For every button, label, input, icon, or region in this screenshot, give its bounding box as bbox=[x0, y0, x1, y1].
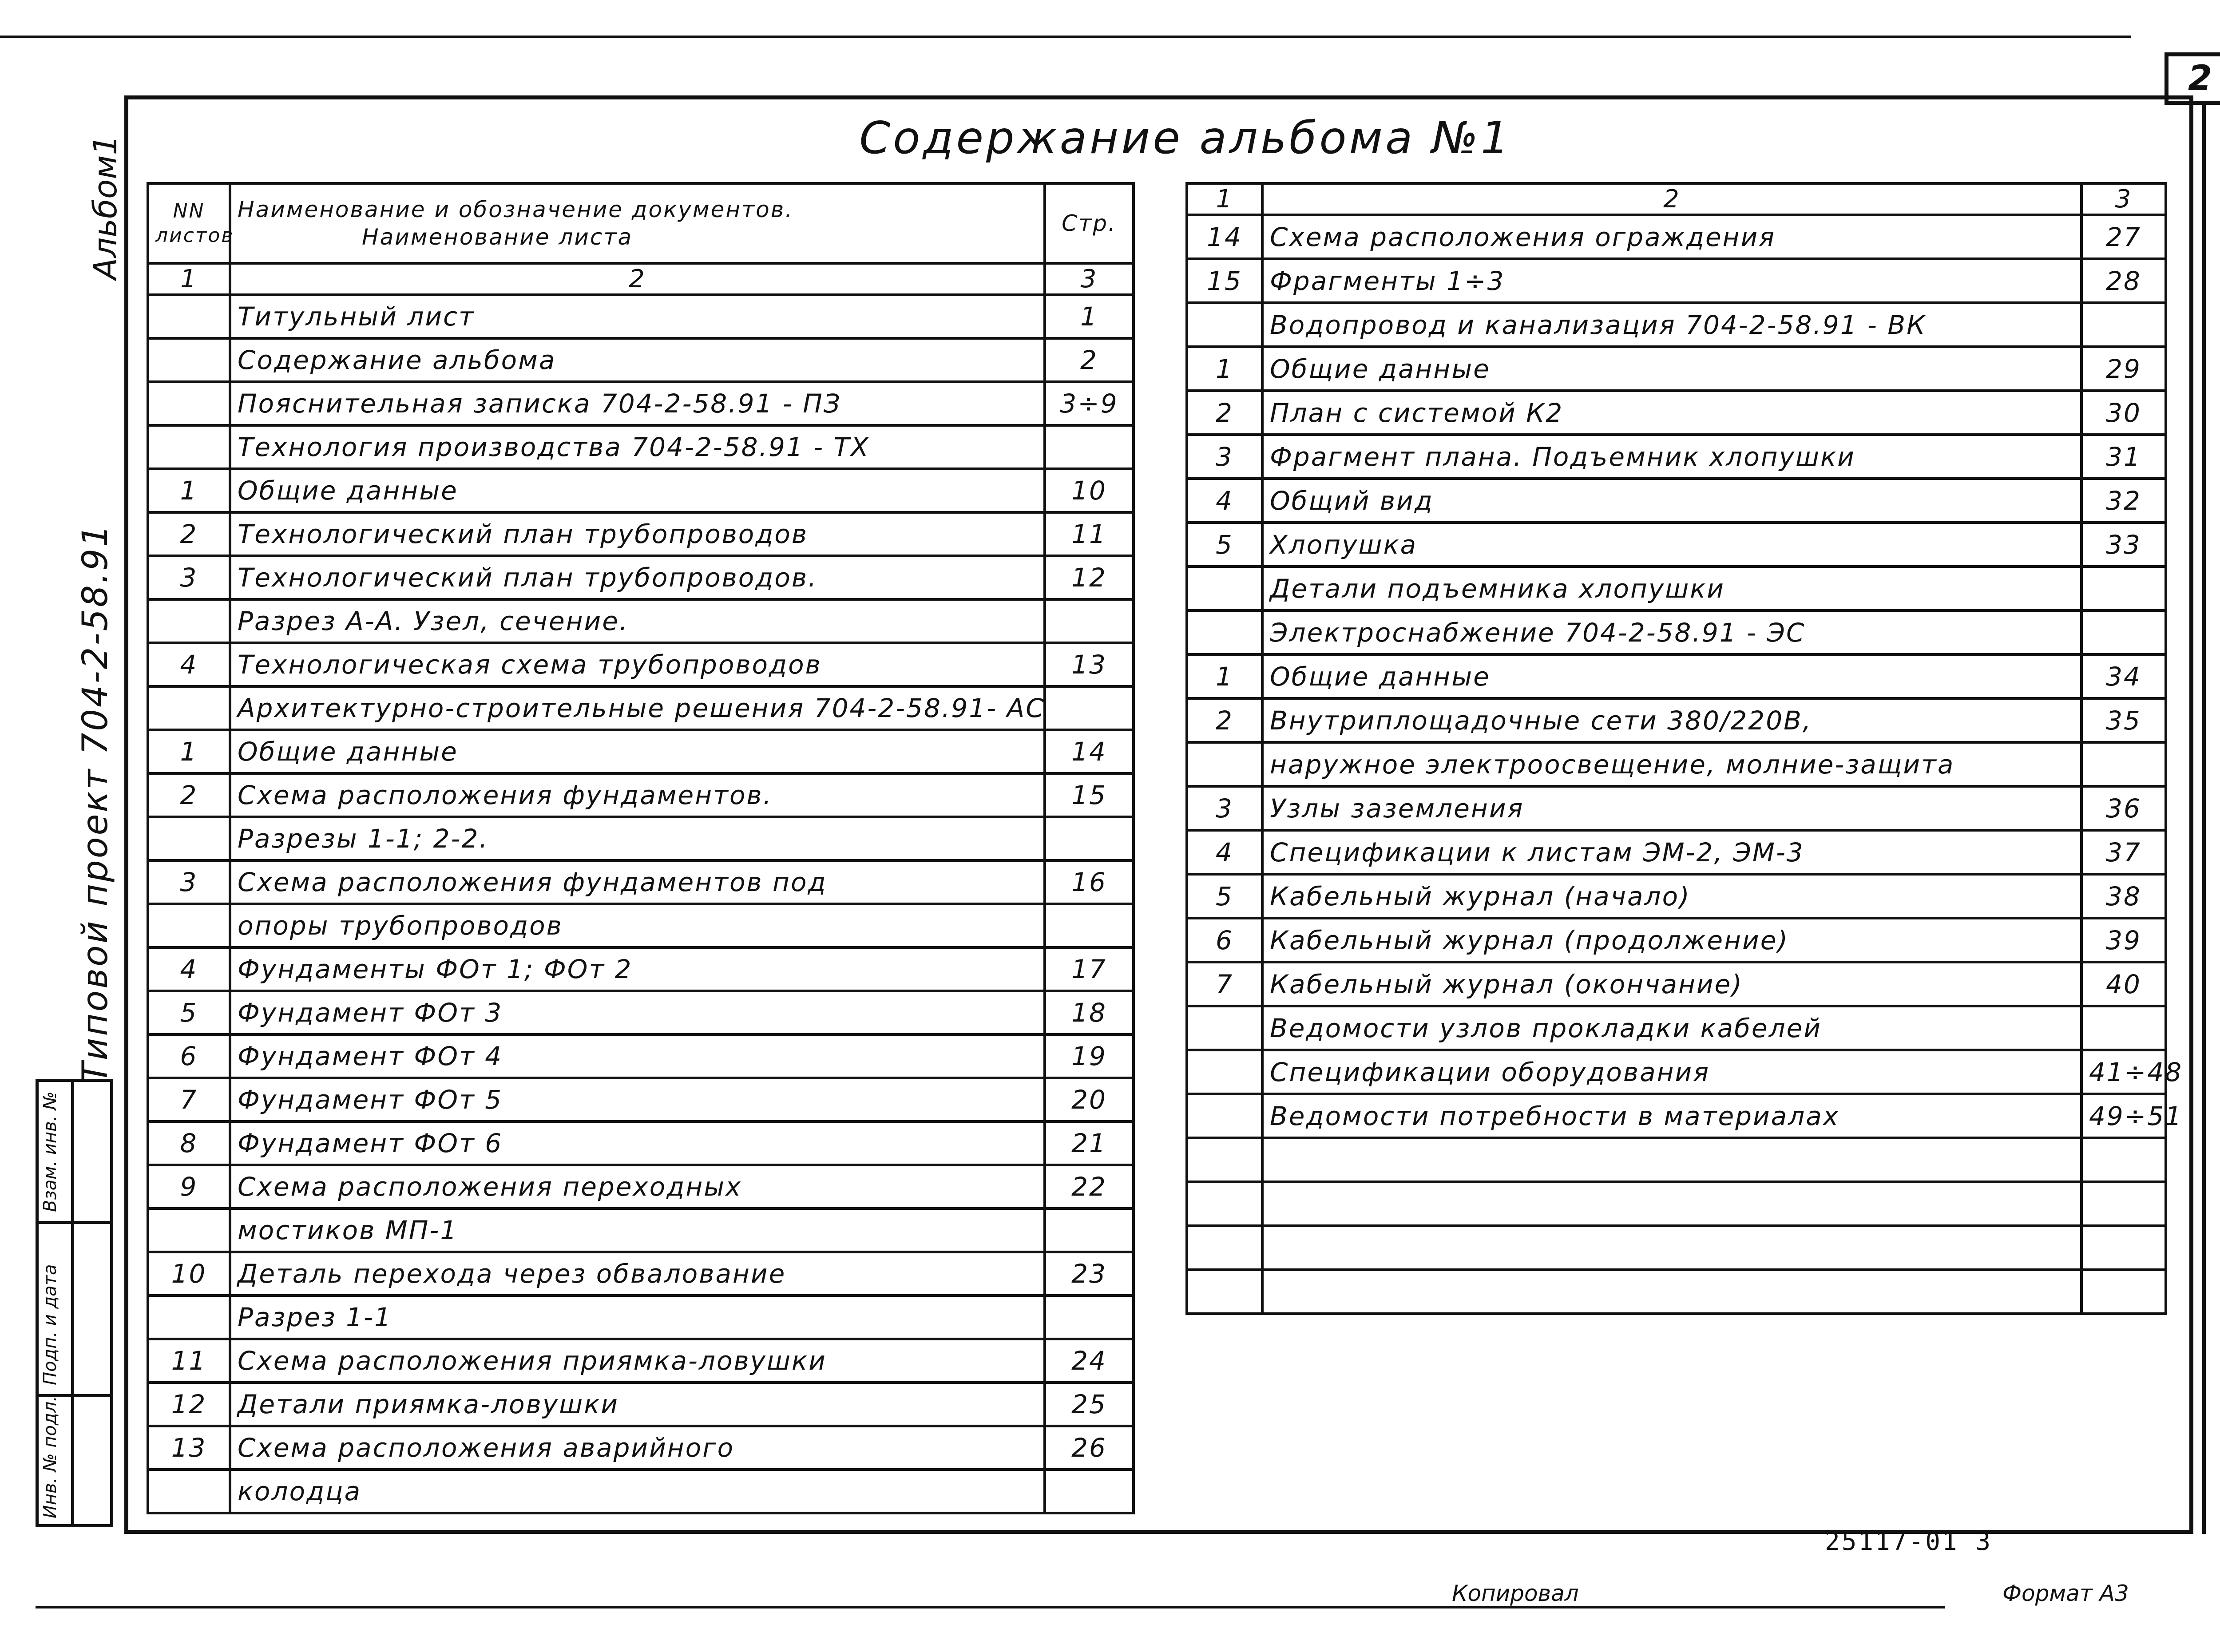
row-title: Схема расположения фундаментов. bbox=[230, 773, 1045, 817]
row-page: 28 bbox=[2081, 259, 2166, 303]
row-title: Электроснабжение 704-2-58.91 - ЭС bbox=[1262, 610, 2081, 654]
right-frame-edge bbox=[2202, 102, 2206, 1534]
page-number-box bbox=[2164, 52, 2220, 105]
row-page: 12 bbox=[1045, 556, 1134, 599]
table-row bbox=[148, 469, 1134, 512]
table-row bbox=[1187, 1182, 2166, 1226]
table-row bbox=[148, 512, 1134, 556]
table-row bbox=[148, 1034, 1134, 1078]
row-title: Ведомости потребности в материалах bbox=[1262, 1094, 2081, 1138]
row-page: 35 bbox=[2081, 698, 2166, 742]
row-page: 24 bbox=[1045, 1339, 1134, 1383]
row-number bbox=[148, 599, 230, 643]
row-page bbox=[2081, 742, 2166, 786]
row-title: Технологический план трубопроводов bbox=[230, 512, 1045, 556]
row-number bbox=[1187, 1182, 1262, 1226]
album-label: Альбом1 bbox=[87, 135, 124, 280]
row-page: 10 bbox=[1045, 469, 1134, 512]
index-cell: 2 bbox=[230, 263, 1045, 295]
row-page: 18 bbox=[1045, 991, 1134, 1034]
row-title: Фундамент ФОт 6 bbox=[230, 1121, 1045, 1165]
table-row bbox=[1187, 259, 2166, 303]
row-number: 6 bbox=[148, 1034, 230, 1078]
row-number bbox=[1187, 1138, 1262, 1182]
row-page: 15 bbox=[1045, 773, 1134, 817]
row-page: 17 bbox=[1045, 947, 1134, 991]
row-number: 5 bbox=[1187, 523, 1262, 567]
table-row bbox=[1187, 918, 2166, 962]
row-title: Кабельный журнал (окончание) bbox=[1262, 962, 2081, 1006]
row-title: Внутриплощадочные сети 380/220В, bbox=[1262, 698, 2081, 742]
row-title: Технологический план трубопроводов. bbox=[230, 556, 1045, 599]
row-page bbox=[1045, 1208, 1134, 1252]
table-row bbox=[148, 1252, 1134, 1295]
row-number: 1 bbox=[148, 730, 230, 773]
row-title bbox=[1262, 1226, 2081, 1270]
row-number bbox=[148, 817, 230, 860]
table-row bbox=[1187, 479, 2166, 523]
table-row bbox=[1187, 1138, 2166, 1182]
row-page bbox=[2081, 1138, 2166, 1182]
row-number bbox=[148, 1208, 230, 1252]
table-row bbox=[1187, 215, 2166, 259]
table-row bbox=[1187, 391, 2166, 435]
row-title: Фрагмент плана. Подъемник хлопушки bbox=[1262, 435, 2081, 479]
row-page bbox=[2081, 1182, 2166, 1226]
table-row bbox=[1187, 874, 2166, 918]
table-row bbox=[148, 1121, 1134, 1165]
row-number: 3 bbox=[1187, 435, 1262, 479]
row-page: 19 bbox=[1045, 1034, 1134, 1078]
row-number bbox=[1187, 742, 1262, 786]
header-line-2: Наименование листа bbox=[362, 224, 633, 250]
table-row bbox=[1187, 698, 2166, 742]
row-number: 3 bbox=[1187, 786, 1262, 830]
stamp-divider-1 bbox=[36, 1221, 113, 1224]
row-page: 1 bbox=[1045, 295, 1134, 338]
row-page: 38 bbox=[2081, 874, 2166, 918]
table-row bbox=[148, 1426, 1134, 1470]
row-number bbox=[148, 295, 230, 338]
index-cell: 1 bbox=[148, 263, 230, 295]
right-table-body bbox=[1187, 215, 2183, 1314]
row-number bbox=[148, 382, 230, 425]
row-title: Схема расположения переходных bbox=[230, 1165, 1045, 1208]
table-row bbox=[1187, 435, 2166, 479]
row-page bbox=[1045, 817, 1134, 860]
row-title: Фундамент ФОт 5 bbox=[230, 1078, 1045, 1121]
table-row bbox=[148, 686, 1134, 730]
row-title: Разрезы 1-1; 2-2. bbox=[230, 817, 1045, 860]
row-title: Фундамент ФОт 3 bbox=[230, 991, 1045, 1034]
row-page: 27 bbox=[2081, 215, 2166, 259]
row-page: 2 bbox=[1045, 338, 1134, 382]
row-number: 4 bbox=[1187, 830, 1262, 874]
row-title: Схема расположения ограждения bbox=[1262, 215, 2081, 259]
row-title: Пояснительная записка 704-2-58.91 - ПЗ bbox=[230, 382, 1045, 425]
row-page bbox=[1045, 425, 1134, 469]
row-page bbox=[2081, 1006, 2166, 1050]
left-table-body bbox=[148, 295, 1134, 1513]
project-label: Типовой проект 704-2-58.91 bbox=[75, 523, 115, 1083]
page-title: Содержание альбома №1 bbox=[859, 111, 1512, 164]
row-title bbox=[1262, 1138, 2081, 1182]
row-number: 12 bbox=[148, 1383, 230, 1426]
table-row bbox=[148, 1295, 1134, 1339]
table-row bbox=[148, 817, 1134, 860]
table-row bbox=[148, 860, 1134, 904]
row-number: 4 bbox=[148, 643, 230, 686]
table-row bbox=[148, 1165, 1134, 1208]
row-page: 39 bbox=[2081, 918, 2166, 962]
row-page: 36 bbox=[2081, 786, 2166, 830]
table-row bbox=[148, 599, 1134, 643]
index-cell: 2 bbox=[1262, 183, 2081, 215]
table-row bbox=[148, 730, 1134, 773]
table-row bbox=[1187, 786, 2166, 830]
row-title: Детали приямка-ловушки bbox=[230, 1383, 1045, 1426]
stamp-label-inv-podl: Инв. № подл. bbox=[40, 1396, 60, 1518]
table-row bbox=[148, 1339, 1134, 1383]
index-cell: 1 bbox=[1187, 183, 1262, 215]
row-title: Технология производства 704-2-58.91 - ТХ bbox=[230, 425, 1045, 469]
row-title: Ведомости узлов прокладки кабелей bbox=[1262, 1006, 2081, 1050]
header-sheet-no: NN листов bbox=[148, 183, 230, 263]
row-page: 13 bbox=[1045, 643, 1134, 686]
row-title: колодца bbox=[230, 1470, 1045, 1513]
stamp-divider-vertical bbox=[71, 1079, 74, 1527]
row-title: Хлопушка bbox=[1262, 523, 2081, 567]
table-row bbox=[148, 773, 1134, 817]
row-title: Фундамент ФОт 4 bbox=[230, 1034, 1045, 1078]
stamp-label-vzam-inv: Взам. инв. № bbox=[40, 1091, 60, 1212]
row-page: 29 bbox=[2081, 347, 2166, 391]
row-page bbox=[2081, 1226, 2166, 1270]
row-page: 49÷51 bbox=[2081, 1094, 2166, 1138]
row-page: 23 bbox=[1045, 1252, 1134, 1295]
row-number: 2 bbox=[148, 773, 230, 817]
row-page bbox=[1045, 686, 1134, 730]
bottom-border-line bbox=[36, 1606, 1945, 1608]
row-number: 4 bbox=[1187, 479, 1262, 523]
row-number: 2 bbox=[148, 512, 230, 556]
row-page: 14 bbox=[1045, 730, 1134, 773]
row-title: наружное электроосвещение, молние-защита bbox=[1262, 742, 2081, 786]
table-row bbox=[1187, 347, 2166, 391]
row-title: Общие данные bbox=[230, 469, 1045, 512]
row-page: 40 bbox=[2081, 962, 2166, 1006]
row-number: 2 bbox=[1187, 391, 1262, 435]
row-page bbox=[1045, 1470, 1134, 1513]
row-title: Общие данные bbox=[1262, 654, 2081, 698]
table-row bbox=[148, 556, 1134, 599]
row-number: 4 bbox=[148, 947, 230, 991]
header-page: Стр. bbox=[1045, 183, 1134, 263]
row-page: 25 bbox=[1045, 1383, 1134, 1426]
row-title: опоры трубопроводов bbox=[230, 904, 1045, 947]
row-number bbox=[1187, 610, 1262, 654]
table-row bbox=[148, 338, 1134, 382]
header-document-name bbox=[230, 183, 1045, 263]
row-number bbox=[1187, 1226, 1262, 1270]
table-row bbox=[1187, 962, 2166, 1006]
table-row bbox=[1187, 1270, 2166, 1314]
table-row bbox=[148, 947, 1134, 991]
row-page: 3÷9 bbox=[1045, 382, 1134, 425]
row-number bbox=[148, 904, 230, 947]
row-number: 14 bbox=[1187, 215, 1262, 259]
table-index-row bbox=[148, 263, 1134, 295]
table-row bbox=[1187, 523, 2166, 567]
row-number: 15 bbox=[1187, 259, 1262, 303]
row-page bbox=[1045, 1295, 1134, 1339]
row-number: 7 bbox=[1187, 962, 1262, 1006]
row-title: Фундаменты ФОт 1; ФОт 2 bbox=[230, 947, 1045, 991]
row-page: 30 bbox=[2081, 391, 2166, 435]
row-title: Детали подъемника хлопушки bbox=[1262, 567, 2081, 610]
row-number bbox=[1187, 567, 1262, 610]
copied-by-label: Копировал bbox=[1452, 1581, 1579, 1606]
row-title: Деталь перехода через обвалование bbox=[230, 1252, 1045, 1295]
row-number bbox=[1187, 1006, 1262, 1050]
table-row bbox=[1187, 1094, 2166, 1138]
table-row bbox=[1187, 1050, 2166, 1094]
index-cell: 3 bbox=[1045, 263, 1134, 295]
page-number: 2 bbox=[2188, 59, 2212, 99]
row-title bbox=[1262, 1270, 2081, 1314]
row-page: 33 bbox=[2081, 523, 2166, 567]
table-row bbox=[148, 1383, 1134, 1426]
row-page: 41÷48 bbox=[2081, 1050, 2166, 1094]
table-row bbox=[1187, 830, 2166, 874]
row-title: Спецификации оборудования bbox=[1262, 1050, 2081, 1094]
row-number: 1 bbox=[1187, 654, 1262, 698]
row-number: 1 bbox=[148, 469, 230, 512]
row-number bbox=[1187, 303, 1262, 347]
row-title: Схема расположения аварийного bbox=[230, 1426, 1045, 1470]
row-title: Спецификации к листам ЭМ-2, ЭМ-3 bbox=[1262, 830, 2081, 874]
row-number: 1 bbox=[1187, 347, 1262, 391]
top-border-line bbox=[0, 36, 2131, 38]
table-row bbox=[1187, 567, 2166, 610]
row-number: 8 bbox=[148, 1121, 230, 1165]
row-number: 10 bbox=[148, 1252, 230, 1295]
row-number: 13 bbox=[148, 1426, 230, 1470]
row-page: 37 bbox=[2081, 830, 2166, 874]
row-page: 31 bbox=[2081, 435, 2166, 479]
row-title: Узлы заземления bbox=[1262, 786, 2081, 830]
table-row bbox=[1187, 1226, 2166, 1270]
row-number: 3 bbox=[148, 860, 230, 904]
row-title bbox=[1262, 1182, 2081, 1226]
row-number bbox=[148, 1470, 230, 1513]
row-title: Общий вид bbox=[1262, 479, 2081, 523]
row-number: 6 bbox=[1187, 918, 1262, 962]
row-number: 5 bbox=[1187, 874, 1262, 918]
row-title: Водопровод и канализация 704-2-58.91 - ВК bbox=[1262, 303, 2081, 347]
row-page bbox=[2081, 567, 2166, 610]
row-title: Общие данные bbox=[1262, 347, 2081, 391]
table-row bbox=[1187, 303, 2166, 347]
row-title: Технологическая схема трубопроводов bbox=[230, 643, 1045, 686]
row-title: Кабельный журнал (продолжение) bbox=[1262, 918, 2081, 962]
row-page: 34 bbox=[2081, 654, 2166, 698]
table-row bbox=[148, 382, 1134, 425]
table-row bbox=[1187, 654, 2166, 698]
row-number: 11 bbox=[148, 1339, 230, 1383]
row-number bbox=[148, 1295, 230, 1339]
row-title: Титульный лист bbox=[230, 295, 1045, 338]
row-number bbox=[1187, 1050, 1262, 1094]
row-number bbox=[148, 425, 230, 469]
table-row bbox=[148, 904, 1134, 947]
row-title: План с системой К2 bbox=[1262, 391, 2081, 435]
index-cell: 3 bbox=[2081, 183, 2166, 215]
table-row bbox=[1187, 1006, 2166, 1050]
table-row bbox=[148, 643, 1134, 686]
table-row bbox=[148, 1208, 1134, 1252]
table-row bbox=[148, 991, 1134, 1034]
table-row bbox=[148, 1470, 1134, 1513]
stamp-label-podp-data: Подп. и дата bbox=[40, 1264, 60, 1385]
document-code: 25117-01 3 bbox=[1825, 1527, 1993, 1556]
row-page bbox=[2081, 303, 2166, 347]
row-page: 20 bbox=[1045, 1078, 1134, 1121]
row-number bbox=[148, 686, 230, 730]
contents-table-left bbox=[147, 182, 1135, 1514]
row-number: 9 bbox=[148, 1165, 230, 1208]
row-number: 5 bbox=[148, 991, 230, 1034]
row-title: Схема расположения фундаментов под bbox=[230, 860, 1045, 904]
table-row bbox=[1187, 742, 2166, 786]
row-page bbox=[2081, 610, 2166, 654]
row-page bbox=[1045, 904, 1134, 947]
row-title: Фрагменты 1÷3 bbox=[1262, 259, 2081, 303]
row-title: Кабельный журнал (начало) bbox=[1262, 874, 2081, 918]
format-label: Формат А3 bbox=[2002, 1581, 2129, 1606]
table-row bbox=[1187, 610, 2166, 654]
row-title: Архитектурно-строительные решения 704-2-58.91- АС bbox=[230, 686, 1045, 730]
row-number bbox=[1187, 1270, 1262, 1314]
row-number bbox=[1187, 1094, 1262, 1138]
row-title: Содержание альбома bbox=[230, 338, 1045, 382]
row-page: 11 bbox=[1045, 512, 1134, 556]
row-page: 21 bbox=[1045, 1121, 1134, 1165]
row-title: Разрез 1-1 bbox=[230, 1295, 1045, 1339]
row-page: 22 bbox=[1045, 1165, 1134, 1208]
table-row bbox=[148, 295, 1134, 338]
header-line-1: Наименование и обозначение документов. bbox=[238, 196, 794, 222]
row-title: Схема расположения приямка-ловушки bbox=[230, 1339, 1045, 1383]
row-number: 7 bbox=[148, 1078, 230, 1121]
row-page: 32 bbox=[2081, 479, 2166, 523]
row-title: Общие данные bbox=[230, 730, 1045, 773]
row-page bbox=[1045, 599, 1134, 643]
row-page: 26 bbox=[1045, 1426, 1134, 1470]
contents-table-right bbox=[1185, 182, 2183, 1315]
row-number: 2 bbox=[1187, 698, 1262, 742]
table-row bbox=[148, 1078, 1134, 1121]
row-title: Разрез А-А. Узел, сечение. bbox=[230, 599, 1045, 643]
row-page bbox=[2081, 1270, 2166, 1314]
table-header-row bbox=[148, 183, 1134, 263]
table-index-row bbox=[1187, 183, 2166, 215]
row-number bbox=[148, 338, 230, 382]
row-page: 16 bbox=[1045, 860, 1134, 904]
table-row bbox=[148, 425, 1134, 469]
row-number: 3 bbox=[148, 556, 230, 599]
row-title: мостиков МП-1 bbox=[230, 1208, 1045, 1252]
